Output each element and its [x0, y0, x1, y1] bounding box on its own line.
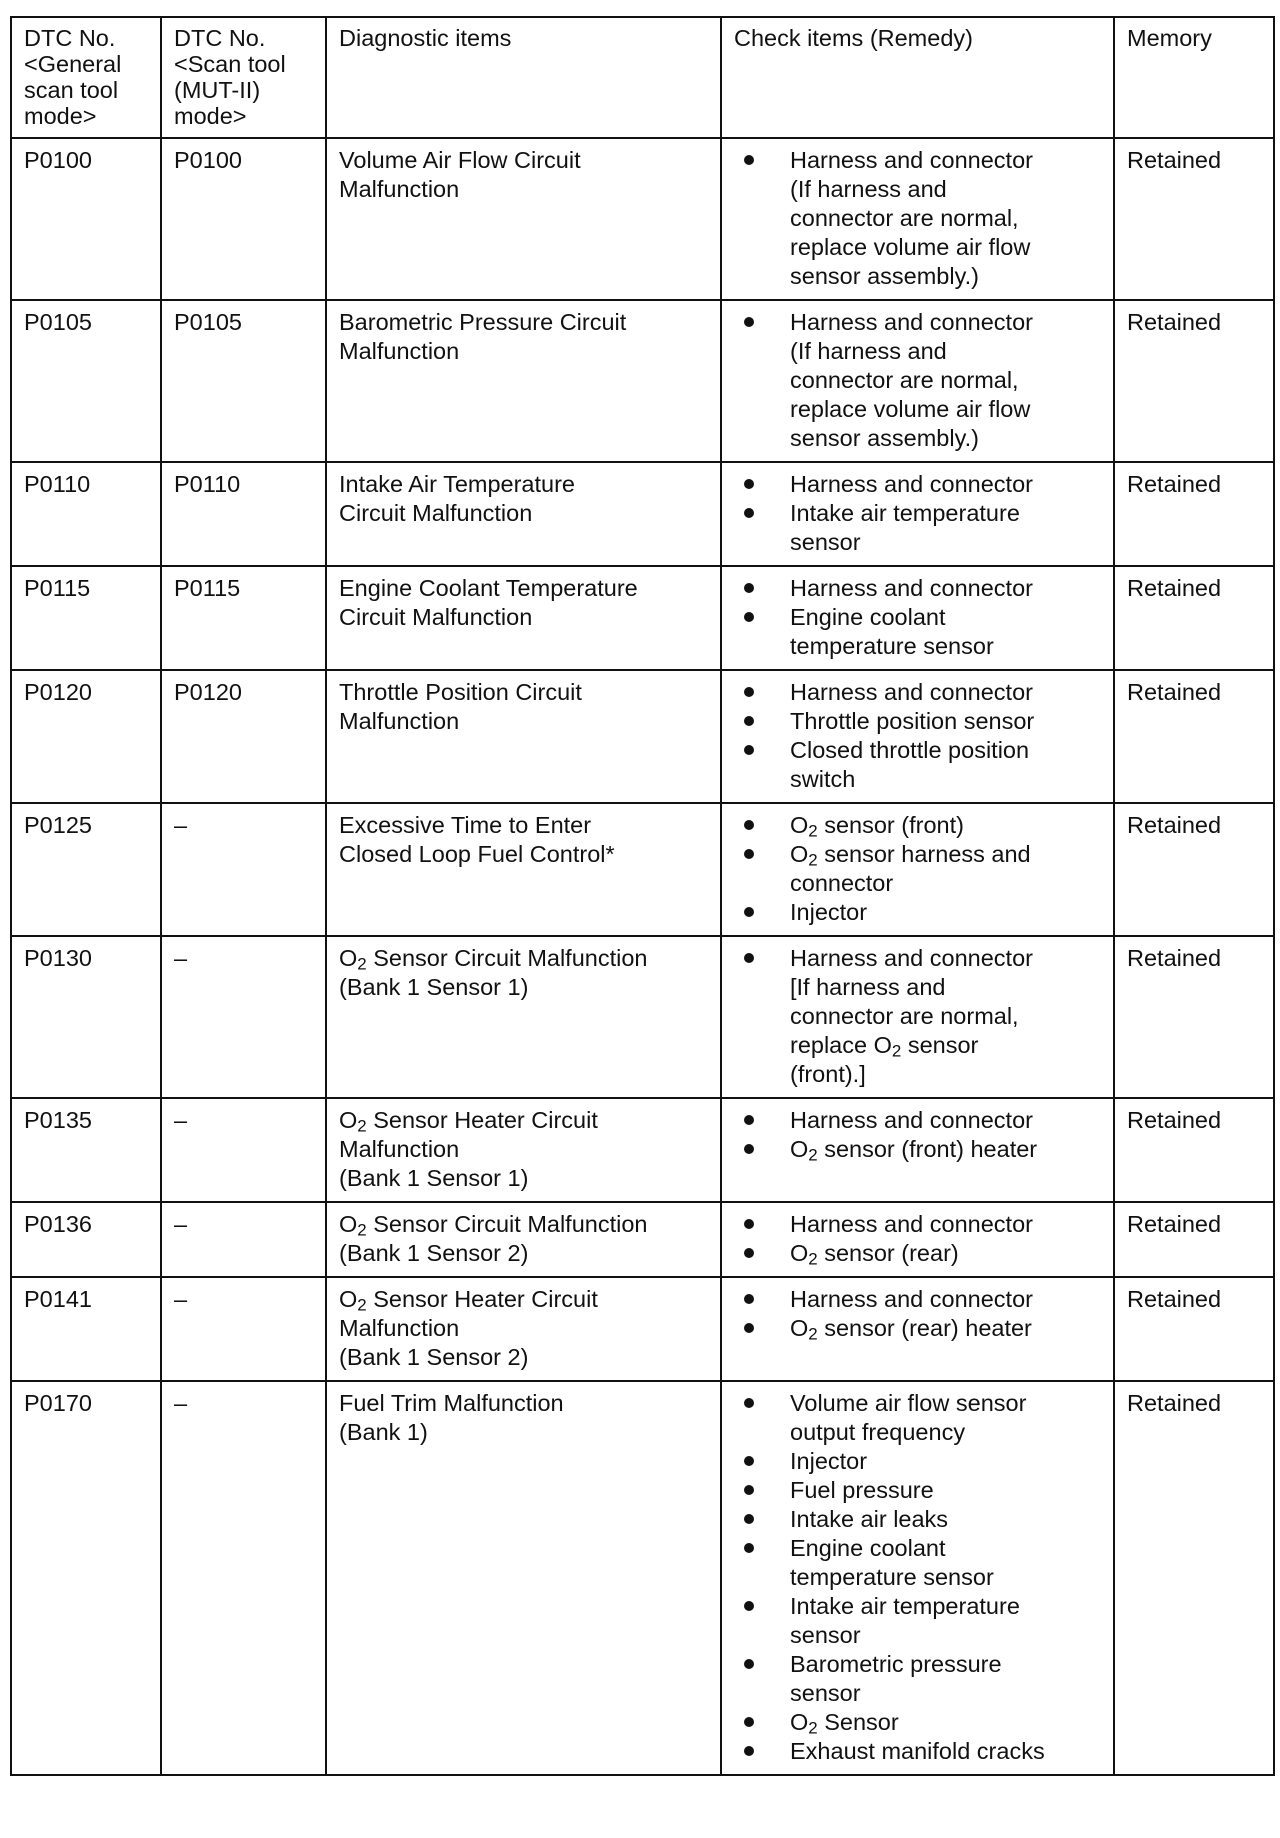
header-diagnostic-items: Diagnostic items — [326, 17, 721, 138]
check-item: $O_2$ sensor harness and connector — [734, 840, 1103, 898]
table-row — [11, 1202, 1274, 1277]
check-item: Harness and connector — [734, 1210, 1103, 1239]
dtc-general-code: P0130 — [11, 936, 161, 1098]
memory-status: Retained — [1114, 936, 1274, 1098]
dtc-scan-code: – — [161, 1277, 326, 1381]
header-check-items: Check items (Remedy) — [721, 17, 1114, 138]
check-item: Closed throttle position switch — [734, 736, 1103, 794]
check-items — [721, 462, 1114, 566]
table-row — [11, 936, 1274, 1098]
memory-status: Retained — [1114, 1202, 1274, 1277]
check-item: Injector — [734, 1447, 1103, 1476]
check-list — [734, 678, 1103, 794]
memory-status: Retained — [1114, 138, 1274, 300]
check-list — [734, 1285, 1103, 1343]
dtc-scan-code: P0105 — [161, 300, 326, 462]
header-memory: Memory — [1114, 17, 1274, 138]
table-row — [11, 300, 1274, 462]
check-item: Harness and connector — [734, 1106, 1103, 1135]
diagnostic-item: Engine Coolant Temperature Circuit Malfunction — [326, 566, 721, 670]
dtc-scan-code: P0110 — [161, 462, 326, 566]
check-item: Harness and connector — [734, 1285, 1103, 1314]
memory-status: Retained — [1114, 1098, 1274, 1202]
check-item: Volume air flow sensor output frequency — [734, 1389, 1103, 1447]
memory-status: Retained — [1114, 462, 1274, 566]
header-row — [11, 17, 1274, 138]
check-item: Intake air temperature sensor — [734, 499, 1103, 557]
check-item: Harness and connector — [734, 678, 1103, 707]
check-item: Throttle position sensor — [734, 707, 1103, 736]
diagnostic-item: $O_2$ Sensor Circuit Malfunction (Bank 1 Sensor 2) — [326, 1202, 721, 1277]
dtc-general-code: P0100 — [11, 138, 161, 300]
dtc-document — [10, 16, 1275, 1776]
table-row — [11, 462, 1274, 566]
check-items — [721, 1202, 1114, 1277]
check-item: Harness and connector (If harness and connector are normal, replace volume air flow sensor assembly.) — [734, 308, 1103, 453]
check-items — [721, 803, 1114, 936]
check-item: Harness and connector — [734, 470, 1103, 499]
check-list — [734, 574, 1103, 661]
dtc-general-code: P0120 — [11, 670, 161, 803]
dtc-scan-code: – — [161, 1381, 326, 1775]
check-items — [721, 670, 1114, 803]
dtc-scan-code: P0115 — [161, 566, 326, 670]
diagnostic-item: $O_2$ Sensor Heater Circuit Malfunction (Bank 1 Sensor 1) — [326, 1098, 721, 1202]
dtc-scan-code: – — [161, 1098, 326, 1202]
check-list — [734, 1389, 1103, 1766]
table-row — [11, 670, 1274, 803]
check-list — [734, 1210, 1103, 1268]
table-row — [11, 1381, 1274, 1775]
dtc-general-code: P0105 — [11, 300, 161, 462]
check-item: Harness and connector [If harness and connector are normal, replace $O_2$ sensor (front).] — [734, 944, 1103, 1089]
memory-status: Retained — [1114, 670, 1274, 803]
dtc-scan-code: P0100 — [161, 138, 326, 300]
check-item: Exhaust manifold cracks — [734, 1737, 1103, 1766]
diagnostic-item: $O_2$ Sensor Circuit Malfunction (Bank 1 Sensor 1) — [326, 936, 721, 1098]
diagnostic-item: Barometric Pressure Circuit Malfunction — [326, 300, 721, 462]
check-items — [721, 936, 1114, 1098]
check-item: Harness and connector (If harness and connector are normal, replace volume air flow sensor assembly.) — [734, 146, 1103, 291]
check-items — [721, 1381, 1114, 1775]
table-row — [11, 1098, 1274, 1202]
diagnostic-item: Volume Air Flow Circuit Malfunction — [326, 138, 721, 300]
dtc-table — [10, 16, 1275, 1776]
dtc-scan-code: P0120 — [161, 670, 326, 803]
header-dtc-general: DTC No. <General scan tool mode> — [11, 17, 161, 138]
check-item: $O_2$ sensor (rear) heater — [734, 1314, 1103, 1343]
check-list — [734, 1106, 1103, 1164]
table-row — [11, 803, 1274, 936]
check-items — [721, 138, 1114, 300]
dtc-general-code: P0115 — [11, 566, 161, 670]
dtc-scan-code: – — [161, 1202, 326, 1277]
header-dtc-scan-tool: DTC No. <Scan tool (MUT-II) mode> — [161, 17, 326, 138]
check-item: Injector — [734, 898, 1103, 927]
check-item: Engine coolant temperature sensor — [734, 603, 1103, 661]
check-item: $O_2$ sensor (front) heater — [734, 1135, 1103, 1164]
check-item: $O_2$ Sensor — [734, 1708, 1103, 1737]
check-list — [734, 811, 1103, 927]
check-item: Barometric pressure sensor — [734, 1650, 1103, 1708]
dtc-general-code: P0136 — [11, 1202, 161, 1277]
check-list — [734, 146, 1103, 291]
check-list — [734, 470, 1103, 557]
memory-status: Retained — [1114, 566, 1274, 670]
table-row — [11, 138, 1274, 300]
check-item: Harness and connector — [734, 574, 1103, 603]
table-row — [11, 1277, 1274, 1381]
dtc-general-code: P0170 — [11, 1381, 161, 1775]
check-item: $O_2$ sensor (rear) — [734, 1239, 1103, 1268]
diagnostic-item: Excessive Time to Enter Closed Loop Fuel Control* — [326, 803, 721, 936]
check-items — [721, 566, 1114, 670]
dtc-scan-code: – — [161, 803, 326, 936]
diagnostic-item: Fuel Trim Malfunction (Bank 1) — [326, 1381, 721, 1775]
diagnostic-item: $O_2$ Sensor Heater Circuit Malfunction (Bank 1 Sensor 2) — [326, 1277, 721, 1381]
check-item: Engine coolant temperature sensor — [734, 1534, 1103, 1592]
memory-status: Retained — [1114, 1381, 1274, 1775]
check-item: Intake air temperature sensor — [734, 1592, 1103, 1650]
table-row — [11, 566, 1274, 670]
memory-status: Retained — [1114, 300, 1274, 462]
diagnostic-item: Intake Air Temperature Circuit Malfunction — [326, 462, 721, 566]
check-item: $O_2$ sensor (front) — [734, 811, 1103, 840]
memory-status: Retained — [1114, 1277, 1274, 1381]
check-items — [721, 1277, 1114, 1381]
check-item: Intake air leaks — [734, 1505, 1103, 1534]
dtc-general-code: P0141 — [11, 1277, 161, 1381]
dtc-scan-code: – — [161, 936, 326, 1098]
check-list — [734, 944, 1103, 1089]
check-list — [734, 308, 1103, 453]
dtc-general-code: P0110 — [11, 462, 161, 566]
diagnostic-item: Throttle Position Circuit Malfunction — [326, 670, 721, 803]
check-item: Fuel pressure — [734, 1476, 1103, 1505]
dtc-general-code: P0125 — [11, 803, 161, 936]
check-items — [721, 1098, 1114, 1202]
memory-status: Retained — [1114, 803, 1274, 936]
check-items — [721, 300, 1114, 462]
dtc-general-code: P0135 — [11, 1098, 161, 1202]
